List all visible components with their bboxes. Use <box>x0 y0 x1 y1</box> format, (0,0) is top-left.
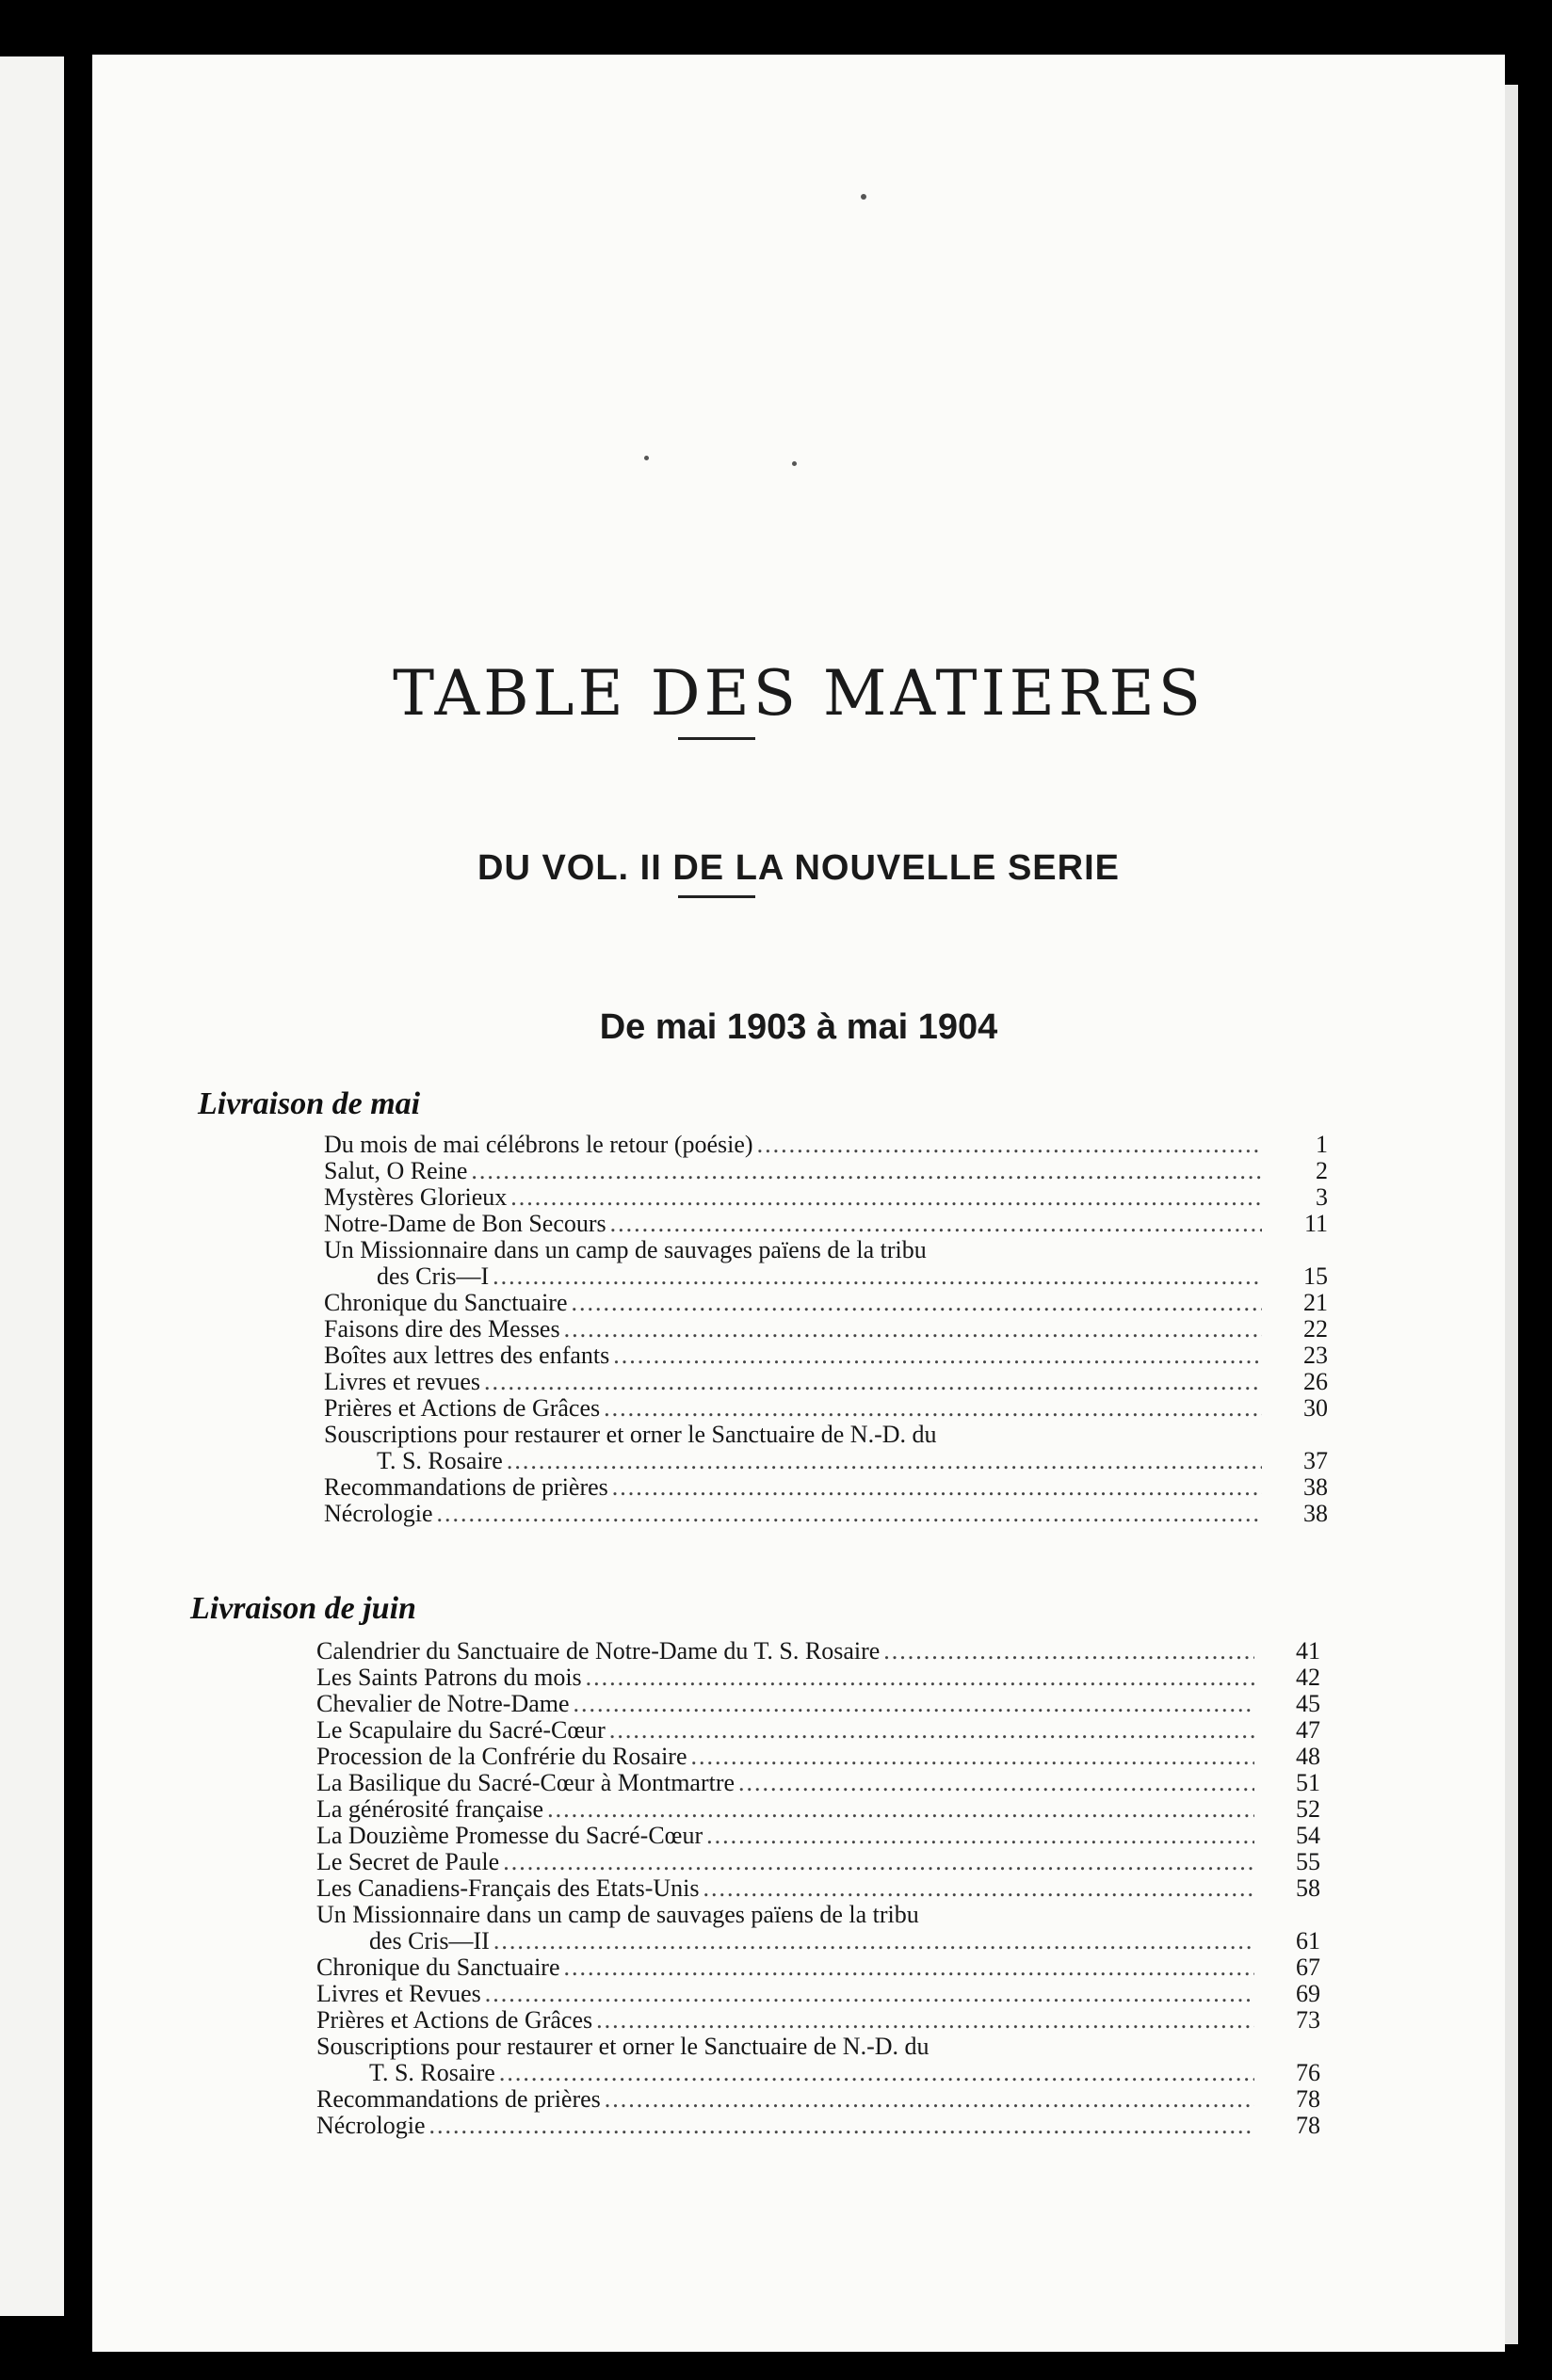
section-heading-juin: Livraison de juin <box>190 1591 416 1626</box>
toc-entry <box>316 2086 1320 2113</box>
toc-page-number: 23 <box>1303 1342 1328 1369</box>
toc-entry-line <box>324 1263 1262 1290</box>
toc-entry <box>324 1422 1328 1474</box>
toc-entry-title <box>324 1316 1262 1343</box>
toc-entry-line <box>316 1638 1254 1664</box>
toc-entry-text: Mystères Glorieux <box>324 1183 508 1211</box>
toc-entry-line <box>316 1664 1254 1691</box>
toc-entry-line <box>316 1928 1254 1954</box>
toc-entry-title <box>324 1501 1262 1527</box>
toc-entry-line <box>316 1875 1254 1902</box>
toc-page-number: 58 <box>1296 1874 1320 1902</box>
toc-page-number: 22 <box>1303 1315 1328 1343</box>
toc-entry-text: Un Missionnaire dans un camp de sauvages païens de la tribu <box>316 1901 919 1928</box>
toc-entry-title <box>316 1902 1254 1954</box>
dot-leader <box>574 1691 1254 1717</box>
toc-page-number: 67 <box>1296 1954 1320 1981</box>
toc-entry-title <box>324 1369 1262 1395</box>
toc-entry-text: Chronique du Sanctuaire <box>316 1954 560 1981</box>
dot-leader <box>484 1369 1262 1395</box>
toc-entry-line <box>316 1744 1254 1770</box>
toc-entry <box>324 1316 1328 1343</box>
toc-entry-text: Notre-Dame de Bon Secours <box>324 1210 606 1237</box>
toc-entry-text: Recommandations de prières <box>316 2085 601 2113</box>
toc-entry-line <box>316 1981 1254 2007</box>
dot-leader <box>612 1474 1262 1501</box>
toc-entry-line <box>316 1717 1254 1744</box>
toc-page-number: 76 <box>1296 2059 1320 2086</box>
toc-entry-line <box>316 1823 1254 1849</box>
toc-entry-line <box>324 1343 1262 1369</box>
dot-leader <box>485 1981 1254 2007</box>
toc-entry <box>324 1474 1328 1501</box>
dot-leader <box>706 1823 1254 1849</box>
toc-entry-title <box>316 2034 1254 2086</box>
toc-entry-text: T. S. Rosaire <box>369 2059 495 2086</box>
toc-entry-text: Le Scapulaire du Sacré-Cœur <box>316 1716 606 1744</box>
toc-entry-line <box>316 2034 1254 2060</box>
toc-entry-line <box>316 2086 1254 2113</box>
toc-entry <box>316 1770 1320 1796</box>
toc-entry <box>316 1638 1320 1664</box>
toc-entry-title <box>324 1395 1262 1422</box>
volume-subtitle: DU VOL. II DE LA NOUVELLE SERIE <box>477 848 1120 888</box>
toc-page-number: 3 <box>1316 1183 1328 1211</box>
toc-entry <box>316 2113 1320 2139</box>
toc-entry <box>316 1796 1320 1823</box>
toc-entry-title <box>316 1664 1254 1691</box>
dot-leader <box>429 2113 1254 2139</box>
toc-entry-line <box>316 1849 1254 1875</box>
toc-entry-title <box>316 1823 1254 1849</box>
toc-entry-line <box>324 1211 1262 1237</box>
scan-speck <box>792 461 797 466</box>
toc-entry-text: des Cris—II <box>369 1927 490 1954</box>
toc-entry-title <box>324 1158 1262 1184</box>
toc-entry <box>316 2007 1320 2034</box>
toc-entry-title <box>324 1422 1262 1474</box>
scanned-page <box>92 55 1505 2352</box>
toc-entry-title <box>316 1796 1254 1823</box>
toc-entry-text: Livres et revues <box>324 1368 481 1395</box>
toc-entry-text: Recommandations de prières <box>324 1473 608 1501</box>
toc-page-number: 21 <box>1303 1289 1328 1316</box>
toc-entry-text: Prières et Actions de Grâces <box>316 2006 593 2034</box>
dot-leader <box>605 2086 1254 2113</box>
toc-entry <box>316 1954 1320 1981</box>
toc-entry-text: La Douzième Promesse du Sacré-Cœur <box>316 1822 703 1849</box>
toc-entry-text: Chronique du Sanctuaire <box>324 1289 568 1316</box>
toc-list-mai <box>324 1132 1328 1527</box>
toc-entry-text: T. S. Rosaire <box>377 1447 503 1474</box>
toc-entry-line <box>324 1369 1262 1395</box>
toc-entry-text: Chevalier de Notre-Dame <box>316 1690 570 1717</box>
toc-entry-text: Souscriptions pour restaurer et orner le Sanctuaire de N.-D. du <box>316 2033 930 2060</box>
dot-leader <box>493 1263 1262 1290</box>
dot-leader <box>510 1184 1262 1211</box>
toc-page-number: 38 <box>1303 1500 1328 1527</box>
toc-entry <box>324 1158 1328 1184</box>
dot-leader <box>738 1770 1254 1796</box>
toc-page-number: 78 <box>1296 2085 1320 2113</box>
dot-leader <box>564 1954 1255 1981</box>
toc-entry-text: Calendrier du Sanctuaire de Notre-Dame du T. S. Rosaire <box>316 1637 881 1664</box>
section-heading-mai: Livraison de mai <box>198 1086 421 1121</box>
dot-leader <box>493 1928 1254 1954</box>
dot-leader <box>471 1158 1262 1184</box>
toc-entry-line <box>324 1132 1262 1158</box>
toc-page-number: 73 <box>1296 2006 1320 2034</box>
dot-leader <box>613 1343 1262 1369</box>
toc-entry-line <box>316 2113 1254 2139</box>
toc-page-number: 30 <box>1303 1394 1328 1422</box>
toc-entry-title <box>324 1237 1262 1290</box>
toc-entry-text: Salut, O Reine <box>324 1157 468 1184</box>
toc-entry <box>316 1981 1320 2007</box>
toc-entry-line <box>316 2007 1254 2034</box>
toc-entry-title <box>324 1211 1262 1237</box>
dot-leader <box>596 2007 1254 2034</box>
toc-page-number: 2 <box>1316 1157 1328 1184</box>
toc-entry-text: Procession de la Confrérie du Rosaire <box>316 1743 687 1770</box>
toc-entry-text: Le Secret de Paule <box>316 1848 500 1875</box>
dot-leader <box>507 1448 1262 1474</box>
toc-entry-line <box>316 1902 1254 1928</box>
dot-leader <box>703 1875 1254 1902</box>
toc-page-number: 11 <box>1303 1210 1328 1237</box>
toc-page-number: 1 <box>1316 1131 1328 1158</box>
subtitle-rule <box>678 895 755 898</box>
toc-entry-title <box>324 1184 1262 1211</box>
toc-entry <box>316 2034 1320 2086</box>
toc-entry-text: La générosité française <box>316 1795 544 1823</box>
toc-entry <box>316 1875 1320 1902</box>
page-shadow <box>1505 85 1518 2344</box>
toc-entry-text: Souscriptions pour restaurer et orner le Sanctuaire de N.-D. du <box>324 1421 937 1448</box>
toc-page-number: 15 <box>1303 1262 1328 1290</box>
dot-leader <box>499 2060 1254 2086</box>
toc-page-number: 45 <box>1296 1690 1320 1717</box>
toc-entry-line <box>324 1237 1262 1263</box>
dot-leader <box>572 1290 1263 1316</box>
toc-entry-title <box>316 2007 1254 2034</box>
dot-leader <box>609 1717 1254 1744</box>
toc-entry-title <box>316 1954 1254 1981</box>
toc-entry-title <box>316 1691 1254 1717</box>
toc-list-juin <box>316 1638 1320 2139</box>
toc-entry <box>324 1132 1328 1158</box>
toc-entry-title <box>316 1638 1254 1664</box>
toc-entry-line <box>316 1796 1254 1823</box>
toc-page-number: 41 <box>1296 1637 1320 1664</box>
toc-entry <box>324 1184 1328 1211</box>
date-range: De mai 1903 à mai 1904 <box>599 1007 998 1047</box>
toc-page-number: 38 <box>1303 1473 1328 1501</box>
toc-entry-title <box>316 1744 1254 1770</box>
toc-entry-line <box>316 1954 1254 1981</box>
dot-leader <box>437 1501 1262 1527</box>
toc-entry-line <box>324 1290 1262 1316</box>
toc-entry-title <box>316 1875 1254 1902</box>
toc-entry <box>316 1717 1320 1744</box>
toc-entry-line <box>324 1501 1262 1527</box>
toc-entry <box>324 1290 1328 1316</box>
toc-entry-title <box>324 1343 1262 1369</box>
toc-entry-line <box>324 1184 1262 1211</box>
toc-entry <box>324 1369 1328 1395</box>
toc-entry-title <box>324 1474 1262 1501</box>
toc-entry <box>324 1211 1328 1237</box>
toc-page-number: 51 <box>1296 1769 1320 1796</box>
toc-entry-text: Du mois de mai célébrons le retour (poésie) <box>324 1131 753 1158</box>
toc-page-number: 61 <box>1296 1927 1320 1954</box>
toc-page-number: 54 <box>1296 1822 1320 1849</box>
toc-entry <box>316 1744 1320 1770</box>
toc-page-number: 37 <box>1303 1447 1328 1474</box>
toc-entry-text: Les Saints Patrons du mois <box>316 1664 582 1691</box>
toc-entry-title <box>324 1132 1262 1158</box>
toc-entry-text: Faisons dire des Messes <box>324 1315 560 1343</box>
toc-page-number: 55 <box>1296 1848 1320 1875</box>
title-rule <box>678 737 755 740</box>
toc-entry <box>316 1823 1320 1849</box>
toc-entry-line <box>316 1691 1254 1717</box>
toc-entry-line <box>324 1158 1262 1184</box>
toc-entry-text: Nécrologie <box>324 1500 433 1527</box>
toc-page-number: 26 <box>1303 1368 1328 1395</box>
toc-entry-line <box>324 1316 1262 1343</box>
toc-entry-title <box>316 1849 1254 1875</box>
toc-entry <box>324 1395 1328 1422</box>
toc-entry-text: Nécrologie <box>316 2112 426 2139</box>
toc-entry-text: Un Missionnaire dans un camp de sauvages païens de la tribu <box>324 1236 927 1263</box>
toc-page-number: 69 <box>1296 1980 1320 2007</box>
dot-leader <box>564 1316 1262 1343</box>
page-title: TABLE DES MATIERES <box>393 657 1204 731</box>
scan-speck <box>861 194 866 200</box>
toc-entry <box>316 1691 1320 1717</box>
toc-entry <box>316 1902 1320 1954</box>
dot-leader <box>610 1211 1262 1237</box>
toc-entry-title <box>316 1770 1254 1796</box>
dot-leader <box>547 1796 1254 1823</box>
toc-entry-line <box>316 1770 1254 1796</box>
toc-entry-title <box>316 1981 1254 2007</box>
scan-speck <box>644 456 649 460</box>
toc-entry-text: Les Canadiens-Français des Etats-Unis <box>316 1874 700 1902</box>
toc-entry-line <box>316 2060 1254 2086</box>
toc-entry-line <box>324 1422 1262 1448</box>
toc-entry <box>324 1343 1328 1369</box>
dot-leader <box>757 1132 1262 1158</box>
toc-entry-line <box>324 1474 1262 1501</box>
toc-page-number: 42 <box>1296 1664 1320 1691</box>
dot-leader <box>691 1744 1254 1770</box>
toc-entry-text: Livres et Revues <box>316 1980 481 2007</box>
facing-page-edge <box>0 56 64 2316</box>
dot-leader <box>604 1395 1262 1422</box>
toc-entry-title <box>324 1290 1262 1316</box>
toc-entry <box>316 1849 1320 1875</box>
toc-entry <box>316 1664 1320 1691</box>
toc-page-number: 48 <box>1296 1743 1320 1770</box>
toc-entry-text: Boîtes aux lettres des enfants <box>324 1342 610 1369</box>
toc-entry <box>324 1501 1328 1527</box>
dot-leader <box>883 1638 1254 1664</box>
toc-entry-text: des Cris—I <box>377 1262 490 1290</box>
toc-page-number: 52 <box>1296 1795 1320 1823</box>
toc-entry-line <box>324 1448 1262 1474</box>
toc-entry-line <box>324 1395 1262 1422</box>
toc-page-number: 78 <box>1296 2112 1320 2139</box>
toc-entry-title <box>316 1717 1254 1744</box>
toc-page-number: 47 <box>1296 1716 1320 1744</box>
toc-entry-text: Prières et Actions de Grâces <box>324 1394 601 1422</box>
toc-entry <box>324 1237 1328 1290</box>
toc-entry-title <box>316 2086 1254 2113</box>
dot-leader <box>586 1664 1254 1691</box>
toc-entry-title <box>316 2113 1254 2139</box>
toc-entry-text: La Basilique du Sacré-Cœur à Montmartre <box>316 1769 736 1796</box>
dot-leader <box>503 1849 1254 1875</box>
